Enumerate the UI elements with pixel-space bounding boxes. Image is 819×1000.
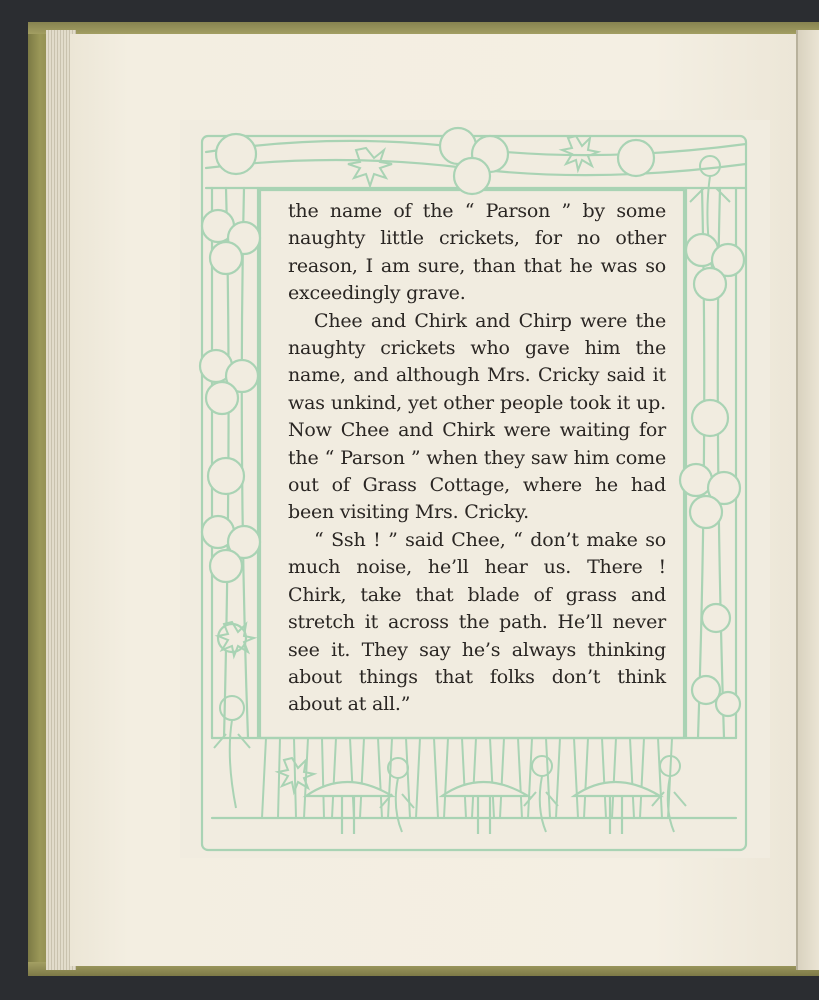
paragraph-3: “ Ssh ! ” said Chee, “ don’t make so much noise, he’ll hear us. There ! Chirk, take that blade of grass and stretch it across the path. He’ll never see it. They say he’s always thinking about things that folks don’t think about at all.” <box>288 528 666 716</box>
paragraph-2: Chee and Chirk and Chirp were the naughty crickets who gave him the name, and although Mrs. Cricky said it was unkind, yet other people took it up. Now Chee and Chirk were waiting for the “ Parson ” when they saw him come out of Grass Cottage, where he had been visiting Mrs. Cricky. <box>288 309 666 524</box>
story-text <box>288 198 666 719</box>
facing-page-edge <box>796 30 819 970</box>
book-cover-top-edge <box>28 22 819 34</box>
paragraph-1: the name of the “ Parson ” by some naughty little crickets, for no other reason, I am sure, than that he was so exceedingly grave. <box>288 200 666 305</box>
